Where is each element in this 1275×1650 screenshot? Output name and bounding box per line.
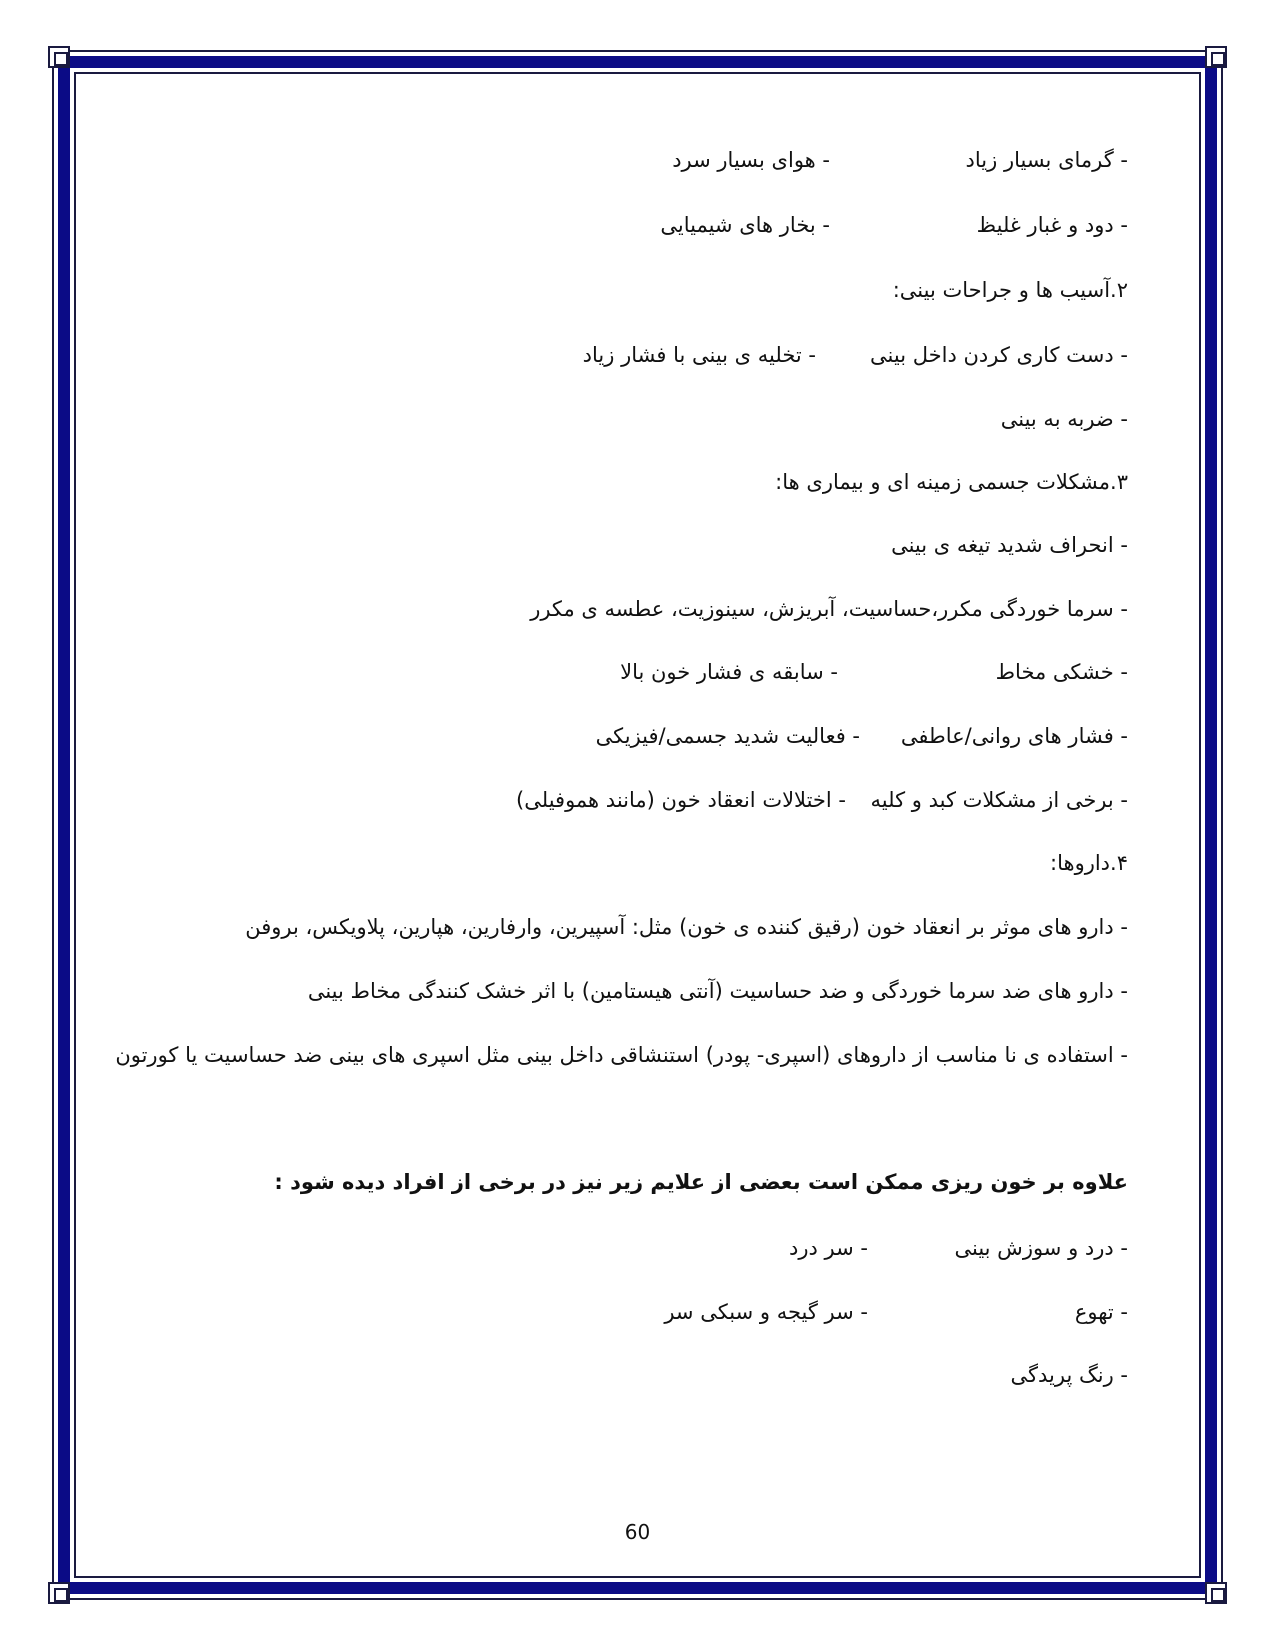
list-item: - سرما خوردگی مکرر،حساسیت، آبریزش، سینوزیت، عطسه ی مکرر bbox=[530, 597, 1128, 621]
list-item: - سر درد bbox=[789, 1236, 868, 1260]
list-item: - بخار های شیمیایی bbox=[660, 213, 830, 237]
list-item: - خشکی مخاط bbox=[995, 660, 1128, 684]
list-item: - انحراف شدید تیغه ی بینی bbox=[891, 533, 1128, 557]
list-item: - فعالیت شدید جسمی/فیزیکی bbox=[595, 724, 860, 748]
list-item: - برخی از مشکلات کبد و کلیه bbox=[870, 788, 1128, 812]
list-item: - فشار های روانی/عاطفی bbox=[900, 724, 1128, 748]
border-corner-ornament bbox=[1205, 46, 1227, 68]
list-item: - دارو های ضد سرما خوردگی و ضد حساسیت (آنتی هیستامین) با اثر خشک کنندگی مخاط بینی bbox=[307, 979, 1128, 1003]
list-item: - تخلیه ی بینی با فشار زیاد bbox=[582, 343, 816, 367]
bold-heading: علاوه بر خون ریزی ممکن است بعضی از علایم زیر نیز در برخی از افراد دیده شود : bbox=[274, 1170, 1128, 1194]
list-item: - دارو های موثر بر انعقاد خون (رقیق کننده ی خون) مثل: آسپیرین، وارفارین، هپارین، پلاویکس، بروفن bbox=[245, 915, 1128, 939]
list-item: - سابقه ی فشار خون بالا bbox=[620, 660, 838, 684]
list-item: - درد و سوزش بینی bbox=[954, 1236, 1128, 1260]
list-item: - گرمای بسیار زیاد bbox=[965, 148, 1128, 172]
list-item: - استفاده ی نا مناسب از داروهای (اسپری- پودر) استنشاقی داخل بینی مثل اسپری های بینی ضد حساسیت یا کورتون bbox=[115, 1043, 1128, 1067]
list-item: - سر گیجه و سبکی سر bbox=[664, 1300, 868, 1324]
section-heading: ۴.داروها: bbox=[1050, 851, 1128, 875]
list-item: - اختلالات انعقاد خون (مانند هموفیلی) bbox=[516, 788, 846, 812]
list-item: - رنگ پریدگی bbox=[1010, 1363, 1128, 1387]
section-heading: ۲.آسیب ها و جراحات بینی: bbox=[892, 278, 1128, 302]
list-item: - دود و غبار غلیظ bbox=[976, 213, 1128, 237]
border-corner-ornament bbox=[1205, 1582, 1227, 1604]
border-corner-ornament bbox=[48, 1582, 70, 1604]
page-number: 60 bbox=[624, 1520, 651, 1544]
list-item: - دست کاری کردن داخل بینی bbox=[870, 343, 1128, 367]
list-item: - هوای بسیار سرد bbox=[672, 148, 830, 172]
list-item: - تهوع bbox=[1074, 1300, 1128, 1324]
list-item: - ضربه به بینی bbox=[1000, 407, 1128, 431]
border-corner-ornament bbox=[48, 46, 70, 68]
section-heading: ۳.مشکلات جسمی زمینه ای و بیماری ها: bbox=[775, 470, 1128, 494]
